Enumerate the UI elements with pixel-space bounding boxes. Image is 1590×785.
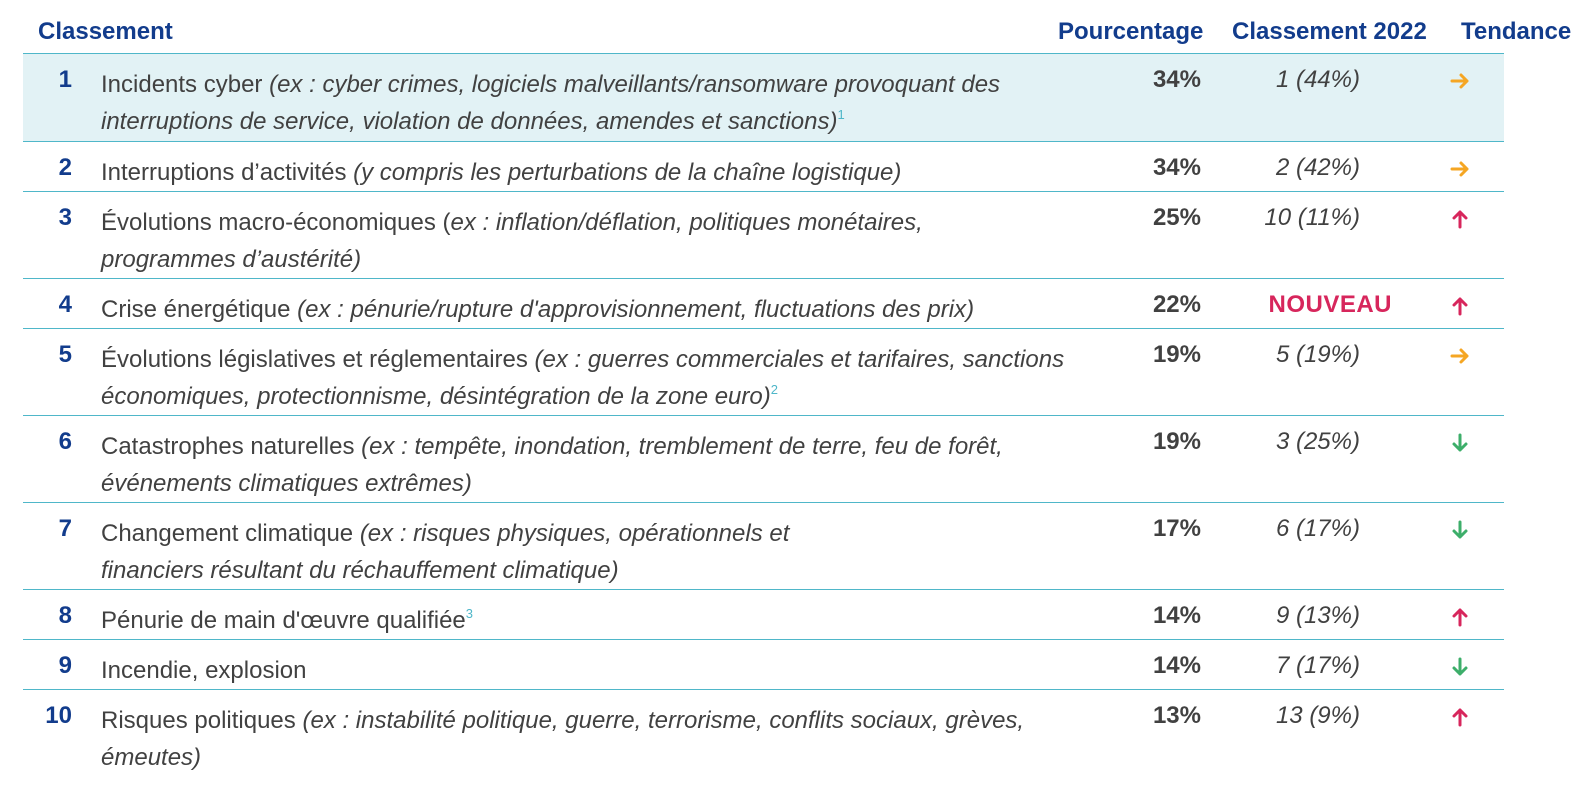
risk-description xyxy=(101,602,1111,639)
rank-2022-value: 1 (44%) xyxy=(1275,66,1360,93)
rank-2022-value: 13 (9%) xyxy=(1275,702,1360,729)
header-rank-2022: Classement 2022 xyxy=(1232,18,1427,45)
risk-detail: ex : inflation/déflation, politiques monétaires, programmes d’austérité) xyxy=(101,209,923,273)
table-row xyxy=(23,192,1504,279)
table-body xyxy=(23,53,1504,774)
table-row xyxy=(23,640,1504,690)
risk-description xyxy=(101,428,1076,502)
risk-title: Incidents cyber xyxy=(101,71,270,98)
percentage-value: 19% xyxy=(1152,341,1201,368)
rank-number: 9 xyxy=(58,652,72,679)
arrow-right-icon xyxy=(1449,70,1471,92)
table-row xyxy=(23,690,1504,774)
arrow-down-icon xyxy=(1449,656,1471,678)
risk-description xyxy=(101,702,1051,776)
arrow-up-icon xyxy=(1449,208,1471,230)
risk-detail: (ex : risques physiques, opérationnels et financiers résultant du réchauffement climatique) xyxy=(101,520,790,584)
rank-number: 7 xyxy=(58,515,72,542)
risk-description xyxy=(101,652,1111,689)
rank-number: 3 xyxy=(58,204,72,231)
rank-number: 6 xyxy=(58,428,72,455)
arrow-right-icon xyxy=(1449,158,1471,180)
risk-title: Évolutions macro-économiques ( xyxy=(101,209,451,236)
table-row xyxy=(23,279,1504,329)
risk-detail: (ex : tempête, inondation, tremblement de terre, feu de forêt, événements climatiques extrêmes) xyxy=(101,433,1003,497)
table-header xyxy=(0,10,1590,54)
table-row xyxy=(23,416,1504,503)
rank-2022-value: 10 (11%) xyxy=(1264,204,1360,231)
rank-number: 4 xyxy=(58,291,72,318)
risk-description xyxy=(101,154,1111,191)
rank-number: 8 xyxy=(58,602,72,629)
arrow-up-icon xyxy=(1449,606,1471,628)
arrow-down-icon xyxy=(1449,519,1471,541)
rank-number: 1 xyxy=(58,66,72,93)
header-trend: Tendance xyxy=(1461,18,1572,45)
rank-2022-value: 9 (13%) xyxy=(1275,602,1360,629)
percentage-value: 22% xyxy=(1152,291,1201,318)
risk-description xyxy=(101,515,891,589)
table-row xyxy=(23,54,1504,142)
risk-description xyxy=(101,204,1051,278)
risk-title: Risques politiques xyxy=(101,707,303,734)
risk-detail: (ex : guerres commerciales et tarifaires, sanctions économiques, protectionnisme, désintégration de la zone euro) xyxy=(101,346,1065,410)
risk-title: Évolutions législatives et réglementaires xyxy=(101,346,535,373)
rank-2022-value: 7 (17%) xyxy=(1275,652,1360,679)
percentage-value: 13% xyxy=(1152,702,1201,729)
table-row xyxy=(23,590,1504,640)
rank-2022-value: 5 (19%) xyxy=(1275,341,1360,368)
percentage-value: 14% xyxy=(1152,602,1201,629)
arrow-up-icon xyxy=(1449,295,1471,317)
risk-title: Changement climatique xyxy=(101,520,360,547)
table-row xyxy=(23,329,1504,416)
risk-detail: (ex : cyber crimes, logiciels malveillants/ransomware provoquant des interruptions de service, violation de données, amendes et sanctions) xyxy=(101,71,1001,135)
risk-title: Incendie, explosion xyxy=(101,657,307,684)
risk-description xyxy=(101,291,1141,328)
risk-title: Catastrophes naturelles xyxy=(101,433,362,460)
risk-detail: (y compris les perturbations de la chaîne logistique) xyxy=(353,159,902,186)
footnote-marker: 2 xyxy=(770,382,778,397)
rank-number: 10 xyxy=(45,702,72,729)
percentage-value: 17% xyxy=(1152,515,1201,542)
new-badge: NOUVEAU xyxy=(1268,291,1392,318)
risk-title: Pénurie de main d'œuvre qualifiée xyxy=(101,607,466,634)
rank-number: 5 xyxy=(58,341,72,368)
arrow-down-icon xyxy=(1449,432,1471,454)
risk-title: Interruptions d’activités xyxy=(101,159,354,186)
percentage-value: 34% xyxy=(1152,66,1201,93)
header-percentage: Pourcentage xyxy=(1058,18,1204,45)
risk-title: Crise énergétique xyxy=(101,296,298,323)
header-rank: Classement xyxy=(38,18,173,45)
footnote-marker: 1 xyxy=(837,107,845,122)
rank-number: 2 xyxy=(58,154,72,181)
percentage-value: 14% xyxy=(1152,652,1201,679)
rank-2022-value: 2 (42%) xyxy=(1275,154,1360,181)
percentage-value: 19% xyxy=(1152,428,1201,455)
risk-description xyxy=(101,66,1091,140)
percentage-value: 25% xyxy=(1152,204,1201,231)
footnote-marker: 3 xyxy=(465,606,474,621)
risk-description xyxy=(101,341,1076,415)
risk-detail: (ex : instabilité politique, guerre, terrorisme, conflits sociaux, grèves, émeutes) xyxy=(101,707,1025,771)
arrow-right-icon xyxy=(1449,345,1471,367)
table-row xyxy=(23,142,1504,192)
percentage-value: 34% xyxy=(1152,154,1201,181)
risk-detail: (ex : pénurie/rupture d'approvisionnement, fluctuations des prix) xyxy=(297,296,975,323)
table-row xyxy=(23,503,1504,590)
arrow-up-icon xyxy=(1449,706,1471,728)
rank-2022-value: 6 (17%) xyxy=(1275,515,1360,542)
rank-2022-value: 3 (25%) xyxy=(1275,428,1360,455)
